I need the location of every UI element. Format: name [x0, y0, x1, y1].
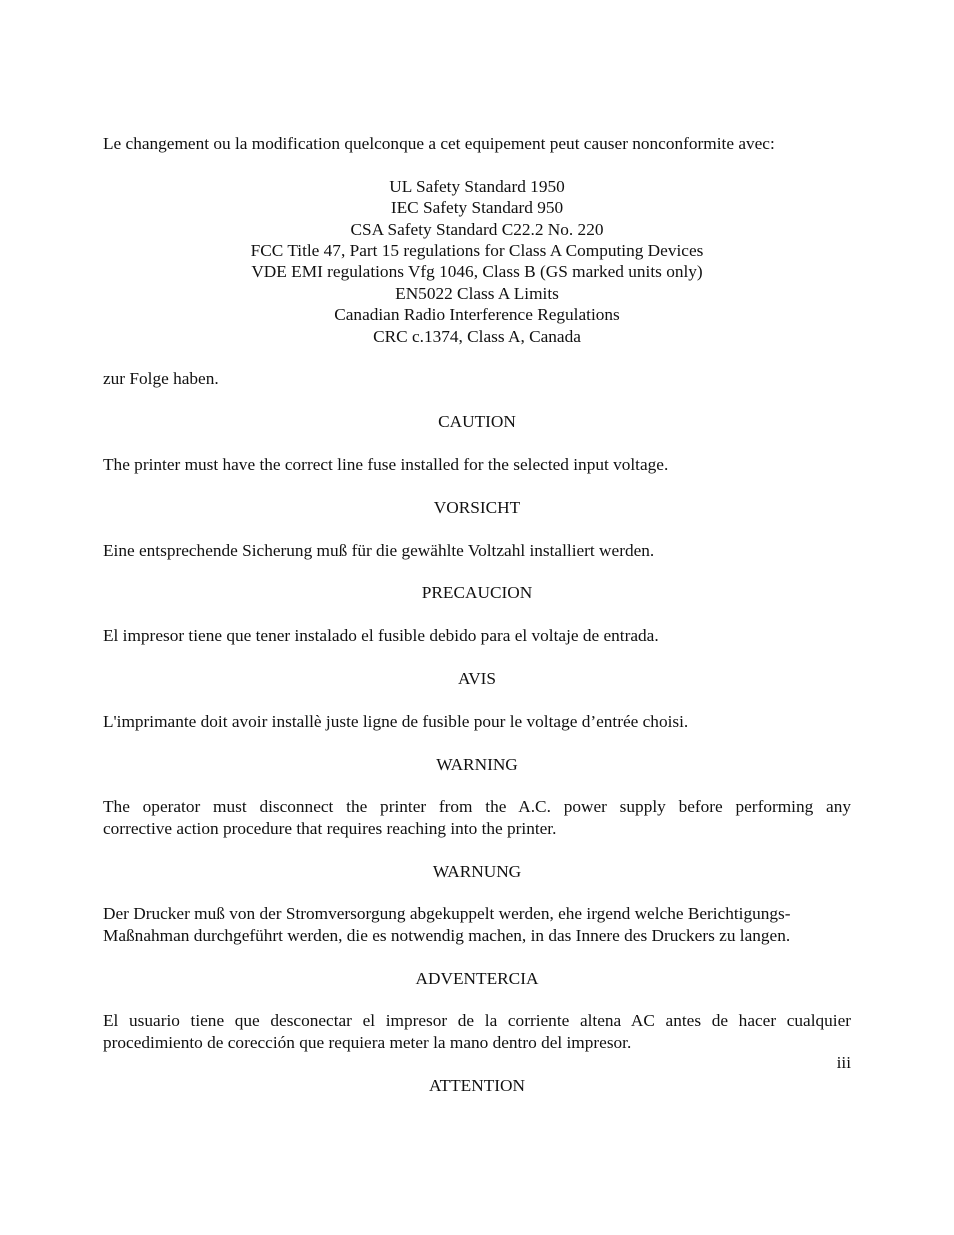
section-heading-warning: WARNING [436, 754, 518, 774]
section-body-adventercia-line-1: El usuario tiene que desconectar el impresor de la corriente altena AC antes de hacer cualquier [103, 1011, 852, 1031]
section-body-adventercia-line-2: procedimiento de corección que requiera meter la mano dentro del impresor. [103, 1032, 632, 1052]
standard-item: CSA Safety Standard C22.2 No. 220 [350, 219, 604, 239]
standard-item: CRC c.1374, Class A, Canada [373, 326, 581, 346]
section-body-vorsicht: Eine entsprechende Sicherung muß für die gewählte Voltzahl installiert werden. [103, 540, 655, 560]
section-body-warnung-line-1: Der Drucker muß von der Stromversorgung abgekuppelt werden, ehe irgend welche Berichtigungs- [103, 904, 791, 924]
section-body-caution: The printer must have the correct line fuse installed for the selected input voltage. [103, 455, 669, 475]
standard-item: VDE EMI regulations Vfg 1046, Class B (GS marked units only) [251, 262, 703, 282]
section-heading-precaucion: PRECAUCION [421, 583, 533, 603]
intro-paragraph: Le changement ou la modification quelconque a cet equipement peut causer nonconformite avec: [103, 134, 775, 153]
standard-item: UL Safety Standard 1950 [389, 176, 565, 196]
section-body-warning-line-1: The operator must disconnect the printer from the A.C. power supply before performing any [103, 797, 851, 817]
standard-item: IEC Safety Standard 950 [390, 198, 564, 218]
section-body-avis: L'imprimante doit avoir installè juste ligne de fusible pour le voltage d’entrée choisi. [103, 711, 689, 731]
standards-list [103, 176, 851, 347]
standard-item: FCC Title 47, Part 15 regulations for Class A Computing Devices [250, 241, 704, 261]
closing-text: zur Folge haben. [103, 369, 219, 389]
standard-item: Canadian Radio Interference Regulations [334, 305, 620, 325]
section-body-warning-line-2: corrective action procedure that requires reaching into the printer. [103, 818, 557, 838]
page-number: iii [836, 1053, 851, 1072]
section-heading-vorsicht: VORSICHT [433, 497, 521, 517]
section-heading-caution: CAUTION [438, 412, 516, 432]
section-body-precaucion: El impresor tiene que tener instalado el fusible debido para el voltaje de entrada. [103, 626, 659, 646]
section-heading-adventercia: ADVENTERCIA [415, 968, 539, 988]
section-body-warnung-line-2: Maßnahman durchgeführt werden, die es notwendig machen, in das Innere des Druckers zu langen. [103, 925, 791, 945]
section-heading-attention: ATTENTION [429, 1075, 525, 1095]
section-heading-avis: AVIS [457, 669, 497, 689]
document-page [103, 133, 851, 1096]
standard-item: EN5022 Class A Limits [395, 283, 559, 303]
section-heading-warnung: WARNUNG [432, 861, 522, 881]
